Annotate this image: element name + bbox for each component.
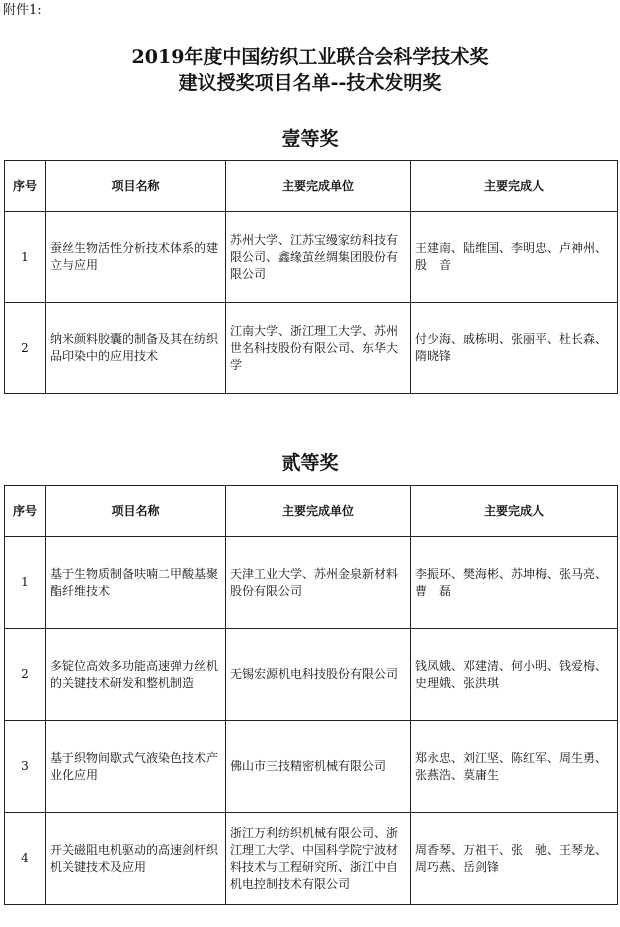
row-no: 2 — [5, 629, 46, 721]
attachment-label: 附件1: — [3, 3, 42, 18]
header-project: 项目名称 — [46, 486, 226, 537]
table-header-row — [5, 486, 618, 537]
header-no: 序号 — [5, 486, 46, 537]
second-prize-table — [4, 485, 618, 905]
row-people: 郑永忠、刘江坚、陈红军、周生勇、张燕浩、莫庸生 — [411, 721, 618, 813]
header-project: 项目名称 — [46, 161, 226, 212]
row-project: 蚕丝生物活性分析技术体系的建立与应用 — [46, 212, 226, 303]
header-people: 主要完成人 — [411, 486, 618, 537]
table-row — [5, 212, 618, 303]
row-project: 多锭位高效多功能高速弹力丝机的关键技术研发和整机制造 — [46, 629, 226, 721]
row-units: 佛山市三技精密机械有限公司 — [226, 721, 411, 813]
row-units: 江南大学、浙江理工大学、苏州世名科技股份有限公司、东华大学 — [226, 303, 411, 394]
first-prize-table — [4, 160, 618, 394]
row-people: 付少海、戚栋明、张丽平、杜长森、隋晓锋 — [411, 303, 618, 394]
document-title-line1: 2019年度中国纺织工业联合会科学技术奖 — [131, 46, 489, 68]
row-project: 基于织物间歇式气液染色技术产业化应用 — [46, 721, 226, 813]
row-people: 钱凤娥、邓建清、何小明、钱爱梅、史理娥、张洪琪 — [411, 629, 618, 721]
row-units: 天津工业大学、苏州金泉新材料股份有限公司 — [226, 537, 411, 629]
row-no: 1 — [5, 212, 46, 303]
row-people: 周香琴、万祖干、张 驰、王琴龙、周巧燕、岳剑锋 — [411, 813, 618, 905]
table-row — [5, 537, 618, 629]
row-units: 无锡宏源机电科技股份有限公司 — [226, 629, 411, 721]
header-no: 序号 — [5, 161, 46, 212]
header-people: 主要完成人 — [411, 161, 618, 212]
table-row — [5, 721, 618, 813]
table-header-row — [5, 161, 618, 212]
row-project: 开关磁阻电机驱动的高速剑杆织机关键技术及应用 — [46, 813, 226, 905]
row-project: 纳米颜料胶囊的制备及其在纺织品印染中的应用技术 — [46, 303, 226, 394]
row-units: 浙江万利纺织机械有限公司、浙江理工大学、中国科学院宁波材料技术与工程研究所、浙江中自机电控制技术有限公司 — [226, 813, 411, 905]
table-row — [5, 303, 618, 394]
row-project: 基于生物质制备呋喃二甲酸基聚酯纤维技术 — [46, 537, 226, 629]
document-title-line2: 建议授奖项目名单--技术发明奖 — [178, 72, 442, 94]
row-units: 苏州大学、江苏宝缦家纺科技有限公司、鑫缘茧丝绸集团股份有限公司 — [226, 212, 411, 303]
table-row — [5, 813, 618, 905]
table-row — [5, 629, 618, 721]
first-prize-heading: 壹等奖 — [281, 128, 339, 150]
row-no: 3 — [5, 721, 46, 813]
row-people: 李振环、樊海彬、苏坤梅、张马亮、曹 磊 — [411, 537, 618, 629]
header-units: 主要完成单位 — [226, 486, 411, 537]
row-no: 2 — [5, 303, 46, 394]
row-people: 王建南、陆维国、李明忠、卢神州、殷 音 — [411, 212, 618, 303]
row-no: 1 — [5, 537, 46, 629]
second-prize-heading: 贰等奖 — [281, 452, 339, 474]
header-units: 主要完成单位 — [226, 161, 411, 212]
row-no: 4 — [5, 813, 46, 905]
